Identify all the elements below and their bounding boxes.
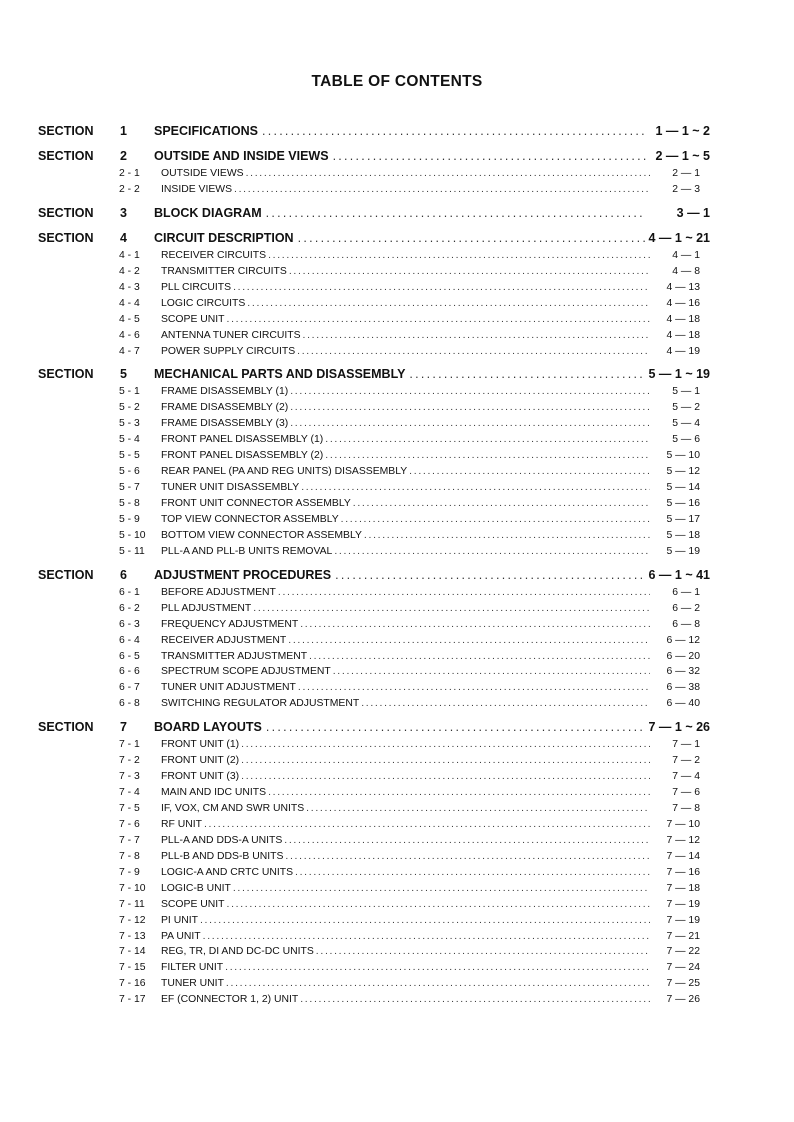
subsection-number: 7 - 17 xyxy=(119,994,146,1006)
subsection-number: 7 - 14 xyxy=(119,946,146,958)
subsection-number: 7 - 5 xyxy=(119,803,140,814)
subsection-number: 7 - 11 xyxy=(119,898,145,910)
subsection-page: 7 — 2 xyxy=(672,755,700,767)
subsection-page: 7 — 19 xyxy=(666,898,700,910)
dot-leader xyxy=(309,651,650,662)
subsection-row[interactable] xyxy=(119,666,710,682)
subsection-row[interactable] xyxy=(119,867,710,883)
dot-leader xyxy=(335,568,644,582)
subsection-row[interactable] xyxy=(119,266,710,282)
subsection-number: 7 - 7 xyxy=(119,834,140,846)
subsection-number: 4 - 3 xyxy=(119,281,140,293)
subsection-row[interactable] xyxy=(119,498,710,514)
subsection-row[interactable] xyxy=(119,962,710,978)
subsection-page: 5 — 19 xyxy=(666,545,700,557)
subsection-page: 7 — 25 xyxy=(666,978,700,990)
subsection-title: FRAME DISASSEMBLY (1) xyxy=(161,386,289,398)
subsection-title: TRANSMITTER CIRCUITS xyxy=(161,265,287,277)
subsection-title: RECEIVER ADJUSTMENT xyxy=(161,634,287,646)
subsection-row[interactable] xyxy=(119,168,710,184)
subsection-page: 6 — 38 xyxy=(666,682,700,694)
subsection-page: 7 — 12 xyxy=(666,834,700,846)
subsection-row[interactable] xyxy=(119,402,710,418)
section-row[interactable] xyxy=(38,206,710,225)
section-page-range: 3 — 1 xyxy=(676,205,710,220)
subsection-title: MAIN AND IDC UNITS xyxy=(161,787,267,799)
section-number: 7 xyxy=(120,720,127,735)
dot-leader xyxy=(278,587,650,598)
subsection-title: SPECTRUM SCOPE ADJUSTMENT xyxy=(161,666,331,678)
dot-leader xyxy=(233,883,650,894)
subsection-title: FILTER UNIT xyxy=(161,962,224,974)
subsection-title: PLL-A AND DDS-A UNITS xyxy=(161,834,283,846)
section-row[interactable] xyxy=(38,367,710,386)
dot-leader xyxy=(353,498,650,509)
dot-leader xyxy=(284,835,650,846)
subsection-number: 5 - 10 xyxy=(119,529,146,541)
subsection-number: 5 - 3 xyxy=(119,418,140,430)
section-row[interactable] xyxy=(38,720,710,739)
section-page-range: 2 — 1 ~ 5 xyxy=(655,149,710,163)
subsection-page: 4 — 19 xyxy=(666,345,700,357)
subsection-number: 7 - 12 xyxy=(119,914,146,926)
subsection-number: 7 - 9 xyxy=(119,866,140,878)
dot-leader xyxy=(247,298,650,309)
section-page-range: 5 — 1 ~ 19 xyxy=(648,367,710,382)
dot-leader xyxy=(316,946,650,957)
subsection-page: 4 — 13 xyxy=(666,281,700,293)
subsection-page: 4 — 18 xyxy=(666,329,700,341)
section-number: 6 xyxy=(120,567,127,582)
subsection-page: 4 — 18 xyxy=(666,313,700,325)
subsection-page: 6 — 1 xyxy=(672,586,700,598)
section-label: SECTION xyxy=(38,367,94,382)
dot-leader xyxy=(333,666,650,677)
subsection-number: 4 - 7 xyxy=(119,345,140,357)
subsection-title: IF, VOX, CM AND SWR UNITS xyxy=(161,803,305,814)
subsection-number: 5 - 11 xyxy=(119,545,145,557)
section-row[interactable] xyxy=(38,568,710,587)
subsection-row[interactable] xyxy=(119,450,710,466)
subsection-title: SWITCHING REGULATOR ADJUSTMENT xyxy=(161,698,360,710)
subsection-number: 7 - 10 xyxy=(119,882,146,894)
dot-leader xyxy=(409,367,644,381)
dot-leader xyxy=(325,434,650,445)
subsection-number: 6 - 3 xyxy=(119,618,140,630)
subsection-number: 7 - 8 xyxy=(119,850,140,862)
dot-leader xyxy=(290,418,650,429)
subsection-number: 7 - 3 xyxy=(119,771,140,783)
dot-leader xyxy=(306,803,650,814)
subsection-page: 5 — 6 xyxy=(672,434,700,446)
subsection-row[interactable] xyxy=(119,418,710,434)
subsection-page: 5 — 2 xyxy=(672,402,700,414)
subsection-title: EF (CONNECTOR 1, 2) UNIT xyxy=(161,994,299,1006)
subsection-number: 7 - 4 xyxy=(119,787,140,799)
subsection-list xyxy=(119,739,710,1010)
subsection-number: 5 - 2 xyxy=(119,402,140,414)
subsection-page: 5 — 16 xyxy=(666,498,700,509)
section-label: SECTION xyxy=(38,205,94,220)
section-row[interactable] xyxy=(38,231,710,250)
subsection-title: FRONT PANEL DISASSEMBLY (2) xyxy=(161,450,324,462)
subsection-page: 7 — 1 xyxy=(672,739,700,751)
subsection-title: FRAME DISASSEMBLY (2) xyxy=(161,402,289,414)
section-page-range: 7 — 1 ~ 26 xyxy=(648,720,710,735)
subsection-title: SCOPE UNIT xyxy=(161,313,225,325)
subsection-number: 6 - 1 xyxy=(119,586,140,598)
subsection-number: 7 - 15 xyxy=(119,962,146,974)
subsection-number: 7 - 2 xyxy=(119,755,140,767)
subsection-title: PLL ADJUSTMENT xyxy=(161,602,252,614)
subsection-row[interactable] xyxy=(119,603,710,619)
dot-leader xyxy=(266,720,645,734)
subsection-row[interactable] xyxy=(119,978,710,994)
dot-leader xyxy=(295,867,650,878)
dot-leader xyxy=(364,530,650,541)
subsection-title: FRONT UNIT (1) xyxy=(161,739,240,751)
subsection-number: 5 - 1 xyxy=(119,386,140,398)
subsection-number: 6 - 7 xyxy=(119,682,140,694)
dot-leader xyxy=(298,682,650,693)
dot-leader xyxy=(297,346,650,357)
subsection-title: FRONT UNIT (2) xyxy=(161,755,240,767)
subsection-page: 7 — 26 xyxy=(666,994,700,1006)
subsection-title: TOP VIEW CONNECTOR ASSEMBLY xyxy=(161,513,339,525)
subsection-row[interactable] xyxy=(119,931,710,947)
subsection-title: FRAME DISASSEMBLY (3) xyxy=(161,418,289,430)
subsection-page: 5 — 4 xyxy=(672,418,700,430)
subsection-page: 7 — 22 xyxy=(666,946,700,958)
subsection-list xyxy=(119,168,710,200)
dot-leader xyxy=(298,231,645,245)
subsection-title: PLL-B AND DDS-B UNITS xyxy=(161,850,284,862)
subsection-title: POWER SUPPLY CIRCUITS xyxy=(161,345,296,357)
subsection-list xyxy=(119,250,710,362)
section-2 xyxy=(38,149,710,200)
section-title: CIRCUIT DESCRIPTION xyxy=(154,230,294,245)
dot-leader xyxy=(233,282,650,293)
subsection-number: 6 - 2 xyxy=(119,602,140,614)
section-label: SECTION xyxy=(38,720,94,735)
subsection-number: 4 - 1 xyxy=(119,249,140,261)
dot-leader xyxy=(241,771,650,782)
subsection-number: 4 - 2 xyxy=(119,265,140,277)
subsection-page: 4 — 1 xyxy=(672,249,700,261)
dot-leader xyxy=(268,250,650,261)
subsection-number: 5 - 5 xyxy=(119,450,140,462)
dot-leader xyxy=(266,206,646,220)
subsection-row[interactable] xyxy=(119,330,710,346)
subsection-number: 6 - 4 xyxy=(119,634,140,646)
subsection-page: 7 — 4 xyxy=(672,771,700,783)
subsection-page: 7 — 24 xyxy=(666,962,700,974)
subsection-row[interactable] xyxy=(119,587,710,603)
dot-leader xyxy=(241,755,650,766)
subsection-row[interactable] xyxy=(119,346,710,362)
subsection-row[interactable] xyxy=(119,755,710,771)
subsection-page: 6 — 8 xyxy=(672,618,700,630)
subsection-page: 5 — 14 xyxy=(666,482,700,494)
section-3 xyxy=(38,206,710,225)
subsection-page: 7 — 18 xyxy=(666,882,700,894)
subsection-number: 4 - 5 xyxy=(119,313,140,325)
subsection-number: 6 - 6 xyxy=(119,666,140,678)
subsection-title: BOTTOM VIEW CONNECTOR ASSEMBLY xyxy=(161,529,362,541)
subsection-title: PLL CIRCUITS xyxy=(161,281,232,293)
section-label: SECTION xyxy=(38,124,94,138)
subsection-page: 6 — 32 xyxy=(666,666,700,678)
section-4 xyxy=(38,231,710,362)
subsection-row[interactable] xyxy=(119,466,710,482)
subsection-title: FRONT PANEL DISASSEMBLY (1) xyxy=(161,434,324,446)
subsection-title: FRONT UNIT CONNECTOR ASSEMBLY xyxy=(161,498,351,509)
subsection-number: 5 - 6 xyxy=(119,466,140,478)
subsection-row[interactable] xyxy=(119,546,710,562)
subsection-title: REAR PANEL (PA AND REG UNITS) DISASSEMBLY xyxy=(161,466,408,478)
subsection-title: REG, TR, DI AND DC-DC UNITS xyxy=(161,946,314,958)
section-6 xyxy=(38,568,710,715)
dot-leader xyxy=(241,739,650,750)
section-number: 5 xyxy=(120,367,127,382)
subsection-number: 2 - 2 xyxy=(119,183,140,195)
subsection-page: 7 — 19 xyxy=(666,914,700,926)
subsection-page: 5 — 1 xyxy=(672,386,700,398)
subsection-number: 7 - 1 xyxy=(119,739,140,751)
dot-leader xyxy=(200,915,650,926)
section-title: OUTSIDE AND INSIDE VIEWS xyxy=(154,149,329,163)
section-title: ADJUSTMENT PROCEDURES xyxy=(154,567,332,582)
subsection-title: FREQUENCY ADJUSTMENT xyxy=(161,618,299,630)
section-title: MECHANICAL PARTS AND DISASSEMBLY xyxy=(154,367,406,382)
subsection-number: 5 - 8 xyxy=(119,498,140,509)
dot-leader xyxy=(288,635,650,646)
subsection-number: 6 - 8 xyxy=(119,698,140,710)
subsection-row[interactable] xyxy=(119,682,710,698)
subsection-row[interactable] xyxy=(119,386,710,402)
section-5 xyxy=(38,367,710,561)
subsection-title: INSIDE VIEWS xyxy=(161,183,233,195)
subsection-number: 5 - 9 xyxy=(119,513,140,525)
subsection-title: TUNER UNIT ADJUSTMENT xyxy=(161,682,296,694)
subsection-page: 7 — 14 xyxy=(666,850,700,862)
subsection-page: 7 — 16 xyxy=(666,866,700,878)
subsection-row[interactable] xyxy=(119,282,710,298)
section-page-range: 1 — 1 ~ 2 xyxy=(655,124,710,138)
subsection-page: 6 — 2 xyxy=(672,602,700,614)
dot-leader xyxy=(227,314,650,325)
subsection-page: 5 — 17 xyxy=(666,513,700,525)
subsection-title: LOGIC-A AND CRTC UNITS xyxy=(161,866,294,878)
subsection-list xyxy=(119,386,710,561)
subsection-title: LOGIC-B UNIT xyxy=(161,882,231,894)
table-of-contents xyxy=(38,124,710,1010)
subsection-title: PI UNIT xyxy=(161,914,198,926)
subsection-row[interactable] xyxy=(119,698,710,714)
subsection-row[interactable] xyxy=(119,619,710,635)
dot-leader xyxy=(300,619,650,630)
subsection-title: TRANSMITTER ADJUSTMENT xyxy=(161,650,308,662)
dot-leader xyxy=(333,149,646,163)
subsection-row[interactable] xyxy=(119,298,710,314)
dot-leader xyxy=(225,962,650,973)
dot-leader xyxy=(300,994,650,1005)
subsection-row[interactable] xyxy=(119,851,710,867)
subsection-row[interactable] xyxy=(119,899,710,915)
subsection-page: 7 — 21 xyxy=(666,930,700,942)
subsection-title: PLL-A AND PLL-B UNITS REMOVAL xyxy=(161,545,333,557)
dot-leader xyxy=(290,386,650,397)
subsection-title: PA UNIT xyxy=(161,930,201,942)
dot-leader xyxy=(409,466,650,477)
subsection-row[interactable] xyxy=(119,787,710,803)
section-title: BLOCK DIAGRAM xyxy=(154,205,262,220)
subsection-title: RECEIVER CIRCUITS xyxy=(161,249,267,261)
dot-leader xyxy=(303,330,650,341)
dot-leader xyxy=(325,450,650,461)
subsection-row[interactable] xyxy=(119,835,710,851)
dot-leader xyxy=(204,819,650,830)
subsection-number: 7 - 16 xyxy=(119,978,146,990)
subsection-row[interactable] xyxy=(119,739,710,755)
section-number: 3 xyxy=(120,205,127,220)
subsection-title: TUNER UNIT xyxy=(161,978,224,990)
section-row[interactable] xyxy=(38,149,710,168)
section-page-range: 6 — 1 ~ 41 xyxy=(648,567,710,582)
subsection-row[interactable] xyxy=(119,994,710,1010)
subsection-row[interactable] xyxy=(119,314,710,330)
subsection-title: OUTSIDE VIEWS xyxy=(161,168,244,179)
section-label: SECTION xyxy=(38,230,94,245)
subsection-page: 6 — 20 xyxy=(666,650,700,662)
subsection-page: 7 — 6 xyxy=(672,787,700,799)
subsection-number: 7 - 6 xyxy=(119,818,140,830)
section-label: SECTION xyxy=(38,149,94,163)
subsection-page: 5 — 18 xyxy=(666,529,700,541)
subsection-page: 5 — 12 xyxy=(666,466,700,478)
dot-leader xyxy=(290,402,650,413)
subsection-title: RF UNIT xyxy=(161,818,202,830)
subsection-list xyxy=(119,587,710,715)
dot-leader xyxy=(246,168,650,179)
subsection-number: 4 - 4 xyxy=(119,297,140,309)
section-7 xyxy=(38,720,710,1010)
subsection-page: 7 — 8 xyxy=(672,803,700,814)
dot-leader xyxy=(234,184,650,195)
subsection-page: 6 — 12 xyxy=(666,634,700,646)
dot-leader xyxy=(226,978,650,989)
subsection-title: SCOPE UNIT xyxy=(161,898,225,910)
section-number: 4 xyxy=(120,230,127,245)
dot-leader xyxy=(361,698,650,709)
subsection-page: 2 — 1 xyxy=(672,168,700,179)
dot-leader xyxy=(227,899,650,910)
subsection-page: 4 — 16 xyxy=(666,297,700,309)
subsection-row[interactable] xyxy=(119,819,710,835)
subsection-number: 6 - 5 xyxy=(119,650,140,662)
subsection-title: BEFORE ADJUSTMENT xyxy=(161,586,276,598)
subsection-title: TUNER UNIT DISASSEMBLY xyxy=(161,482,300,494)
section-number: 1 xyxy=(120,124,127,138)
subsection-page: 4 — 8 xyxy=(672,265,700,277)
subsection-page: 2 — 3 xyxy=(672,183,700,195)
dot-leader xyxy=(301,482,650,493)
subsection-row[interactable] xyxy=(119,803,710,819)
subsection-row[interactable] xyxy=(119,883,710,899)
subsection-number: 2 - 1 xyxy=(119,168,140,179)
page-title: TABLE OF CONTENTS xyxy=(311,73,483,90)
subsection-title: LOGIC CIRCUITS xyxy=(161,297,246,309)
section-page-range: 4 — 1 ~ 21 xyxy=(648,230,710,245)
dot-leader xyxy=(334,546,650,557)
section-label: SECTION xyxy=(38,567,94,582)
subsection-number: 4 - 6 xyxy=(119,329,140,341)
subsection-row[interactable] xyxy=(119,482,710,498)
subsection-number: 5 - 7 xyxy=(119,482,140,494)
subsection-row[interactable] xyxy=(119,250,710,266)
dot-leader xyxy=(289,266,650,277)
dot-leader xyxy=(203,931,650,942)
subsection-row[interactable] xyxy=(119,184,710,200)
subsection-title: FRONT UNIT (3) xyxy=(161,771,240,783)
subsection-page: 6 — 40 xyxy=(666,698,700,710)
subsection-row[interactable] xyxy=(119,514,710,530)
subsection-row[interactable] xyxy=(119,530,710,546)
section-number: 2 xyxy=(120,149,127,163)
dot-leader xyxy=(253,603,650,614)
subsection-number: 5 - 4 xyxy=(119,434,140,446)
section-title: BOARD LAYOUTS xyxy=(154,720,262,735)
subsection-row[interactable] xyxy=(119,434,710,450)
subsection-row[interactable] xyxy=(119,915,710,931)
dot-leader xyxy=(262,124,646,138)
subsection-number: 7 - 13 xyxy=(119,930,146,942)
section-1 xyxy=(38,124,710,143)
subsection-row[interactable] xyxy=(119,651,710,667)
subsection-row[interactable] xyxy=(119,946,710,962)
subsection-page: 5 — 10 xyxy=(666,450,700,462)
section-row[interactable] xyxy=(38,124,710,143)
subsection-title: ANTENNA TUNER CIRCUITS xyxy=(161,329,301,341)
dot-leader xyxy=(341,514,650,525)
dot-leader xyxy=(285,851,650,862)
subsection-row[interactable] xyxy=(119,771,710,787)
section-title: SPECIFICATIONS xyxy=(154,124,258,138)
subsection-page: 7 — 10 xyxy=(666,818,700,830)
dot-leader xyxy=(268,787,650,798)
subsection-row[interactable] xyxy=(119,635,710,651)
